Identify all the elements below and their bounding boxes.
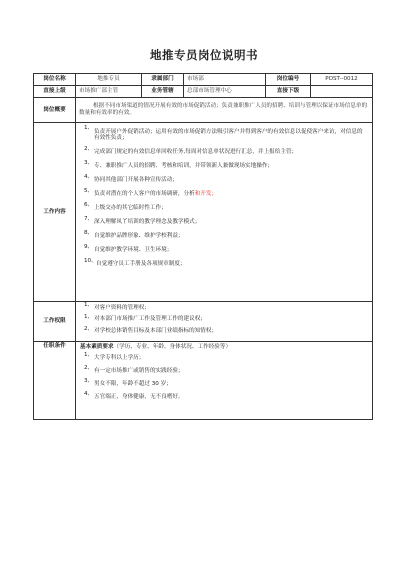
- condition-item: 4、 五官端正，身体健康，无不良嗜好。: [84, 390, 184, 400]
- condition-item: 3、 男女不限，年龄不超过 30 岁；: [84, 377, 172, 387]
- business-manager-value: 总部市场管理中心: [184, 86, 266, 98]
- job-item: 8、 自觉维护品牌形象、维护学校利益；: [84, 229, 184, 240]
- job-item: 4、 协同其他部门开展各种宣传活动；: [84, 173, 178, 184]
- business-manager-label: 业务管辖: [142, 86, 184, 98]
- job-item: 5、 负责对潜在的个人客户的市场调研，分析和开发；: [84, 187, 218, 198]
- job-content-label: 工作内容: [34, 123, 76, 302]
- highlighted-text: 和开发；: [194, 191, 218, 198]
- job-content-row: [34, 123, 373, 302]
- position-name-label: 岗位名称: [34, 74, 76, 86]
- authority-item: 1、 对客户资料的管理权；: [84, 302, 150, 311]
- position-code-label: 岗位编号: [266, 74, 311, 86]
- header-row-position: [34, 74, 373, 86]
- position-code-value: POST--0012: [311, 74, 373, 86]
- job-item: 1、 负责开展户外促销活动；运用有效的市场促销方法吸引客户并得到客户的有效信息以促使客户来访，对信息的有效性负责；: [84, 125, 363, 142]
- job-content-list: [84, 125, 368, 272]
- conditions-label: 任职条件: [34, 342, 76, 420]
- authority-item: 1、 对本部门市场推广工作及管理工作的建议权；: [84, 313, 206, 323]
- position-name-value: 地推专员: [76, 74, 142, 86]
- job-item: 2、 完成部门规定的有效信息单回收任务,每周对信息单状况进行汇总，并上报给主管；: [84, 145, 298, 156]
- superior-label: 直接上级: [34, 86, 76, 98]
- authority-row: [34, 302, 373, 342]
- authority-item: 2、 对学校总体销售目标及本部门业绩指标的知情权；: [84, 325, 218, 335]
- job-item: 10、 自觉遵守员工手册及各项规章制度；: [84, 257, 186, 268]
- subordinate-label: 直接下级: [266, 86, 311, 98]
- condition-item: 1、 大学专科以上学历；: [84, 351, 145, 361]
- overview-label: 岗位概要: [34, 98, 76, 123]
- job-description-table: [33, 73, 373, 420]
- subordinate-value: [311, 86, 373, 98]
- job-item: 7、 深入理解凤丫培训的教学理念及教学模式；: [84, 215, 201, 226]
- overview-text: 根据不同市场渠道的情况开展有效的市场促销活动；负责兼职推广人员的招聘、培训与管理以保证市场信息单的数量和有效率的有效。: [76, 98, 373, 123]
- requirements-heading: 基本素质要求（学历、专业、年龄、身体状况、工作经验等）: [80, 344, 232, 350]
- conditions-row: [34, 342, 373, 420]
- authority-list: [84, 302, 368, 338]
- job-item: 6、 上级交办的其它临时性工作；: [84, 201, 167, 212]
- conditions-list: [80, 352, 368, 404]
- authority-label: 工作权限: [34, 302, 76, 342]
- superior-value: 市场推广部主管: [76, 86, 142, 98]
- overview-row: [34, 98, 373, 123]
- condition-item: 2、 有一定市场推广或销售的实践经验；: [84, 364, 184, 374]
- department-value: 市场部: [184, 74, 266, 86]
- job-item: 3、 专、兼职推广人员的招聘、考核和培训，并带领新人兼做现场实地操作；: [84, 159, 274, 170]
- job-item: 9、 自觉维护教学环境、卫生环境；: [84, 243, 173, 254]
- header-row-reporting: [34, 86, 373, 98]
- document-title: 地推专员岗位说明书: [150, 48, 258, 62]
- department-label: 隶属部门: [142, 74, 184, 86]
